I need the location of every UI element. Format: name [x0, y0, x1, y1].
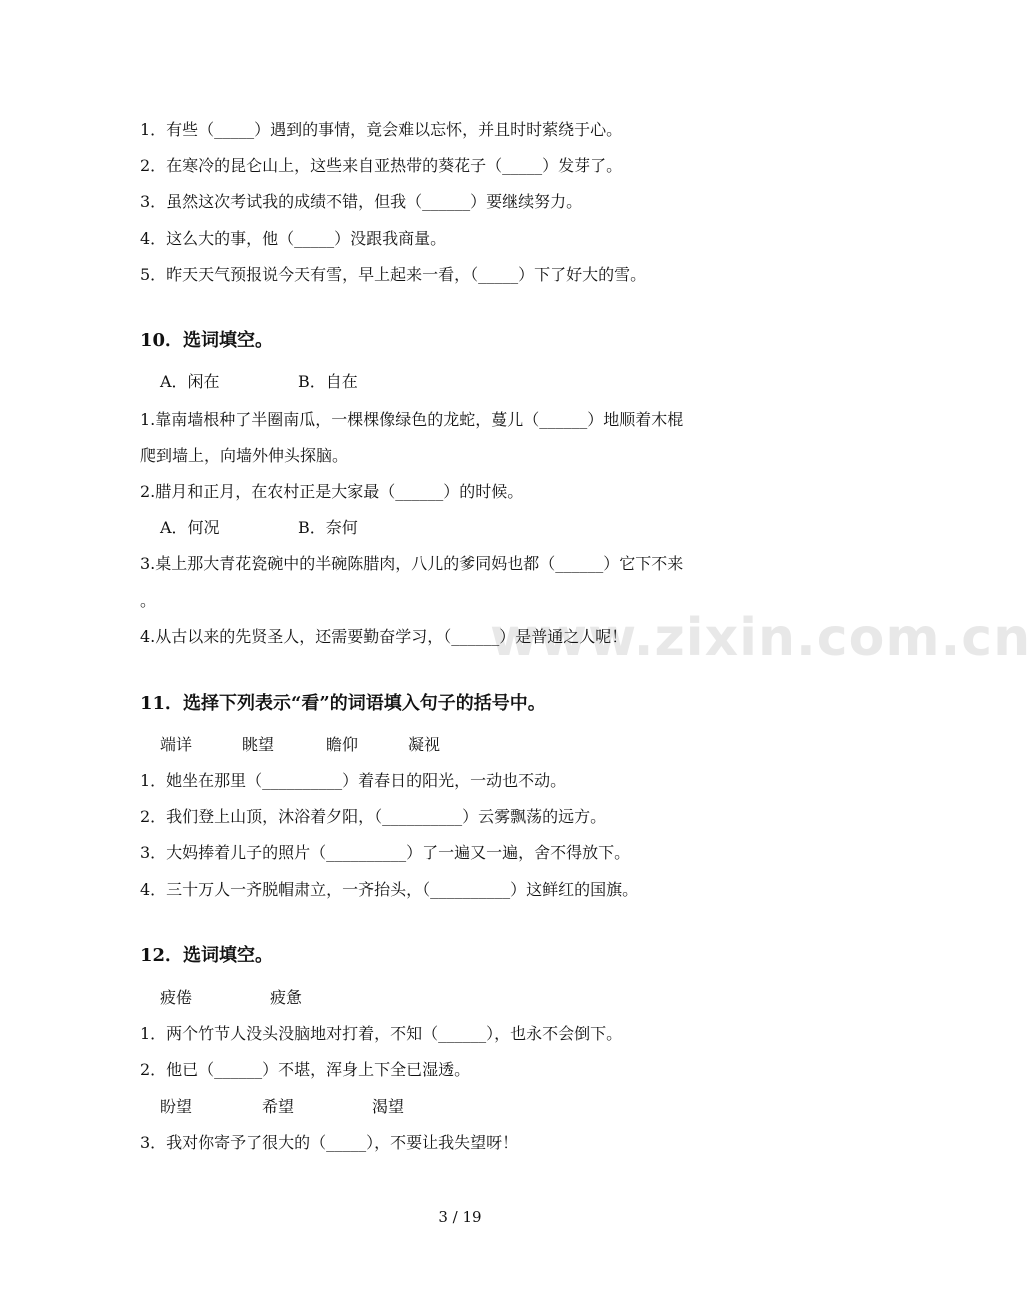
item-line: 5．昨天天气预报说今天有雪，早上起来一看，（_____）下了好大的雪。 — [140, 265, 647, 284]
option: B．奈何 — [298, 518, 358, 537]
sentence: 3.桌上那大青花瓷碗中的半碗陈腊肉，八儿的爹同妈也都（______）它下不来 — [140, 554, 684, 573]
question-11-heading: 11．选择下列表示“看”的词语填入句子的括号中。 — [140, 693, 546, 714]
word-choice: 瞻仰 — [326, 735, 359, 754]
sentence: 4.从古以来的先贤圣人，还需要勤奋学习，（______）是普通之人呢！ — [140, 627, 628, 646]
watermark: www.zixin.com.cn — [490, 608, 1031, 668]
sentence: 2．他已（______）不堪，浑身上下全已湿透。 — [140, 1060, 471, 1079]
sentence: 1．两个竹节人没头没脑地对打着，不知（______），也永不会倒下。 — [140, 1024, 623, 1043]
question-12-heading: 12．选词填空。 — [140, 945, 274, 966]
sentence-continuation: 爬到墙上，向墙外伸头探脑。 — [140, 446, 349, 465]
option: B．自在 — [298, 372, 358, 391]
sentence: 4．三十万人一齐脱帽肃立，一齐抬头，（__________）这鲜红的国旗。 — [140, 880, 639, 899]
item-line: 2．在寒冷的昆仑山上，这些来自亚热带的葵花子（_____）发芽了。 — [140, 156, 623, 175]
word-choice: 盼望 — [160, 1097, 193, 1116]
sentence: 1.靠南墙根种了半圈南瓜，一棵棵像绿色的龙蛇，蔓儿（______）地顺着木棍 — [140, 410, 684, 429]
option: A．闲在 — [160, 372, 220, 391]
page-number: 3 / 19 — [438, 1208, 482, 1226]
sentence: 3．我对你寄予了很大的（_____），不要让我失望呀！ — [140, 1133, 519, 1152]
sentence: 2.腊月和正月，在农村正是大家最（______）的时候。 — [140, 482, 524, 501]
sentence: 1．她坐在那里（__________）着春日的阳光，一动也不动。 — [140, 771, 567, 790]
sentence: 2．我们登上山顶，沐浴着夕阳，（__________）云雾飘荡的远方。 — [140, 807, 607, 826]
word-choice: 眺望 — [242, 735, 275, 754]
word-choice: 端详 — [160, 735, 193, 754]
item-line: 4．这么大的事，他（_____）没跟我商量。 — [140, 229, 447, 248]
sentence-continuation: 。 — [140, 591, 157, 610]
word-choice: 渴望 — [372, 1097, 405, 1116]
item-line: 3．虽然这次考试我的成绩不错，但我（______）要继续努力。 — [140, 192, 583, 211]
question-10-heading: 10．选词填空。 — [140, 330, 274, 351]
sentence: 3．大妈捧着儿子的照片（__________）了一遍又一遍，舍不得放下。 — [140, 843, 631, 862]
option: A．何况 — [160, 518, 220, 537]
word-choice: 凝视 — [408, 735, 441, 754]
word-choice: 希望 — [262, 1097, 295, 1116]
word-choice: 疲倦 — [160, 988, 193, 1007]
word-choice: 疲惫 — [270, 988, 303, 1007]
item-line: 1．有些（_____）遇到的事情，竟会难以忘怀，并且时时萦绕于心。 — [140, 120, 623, 139]
